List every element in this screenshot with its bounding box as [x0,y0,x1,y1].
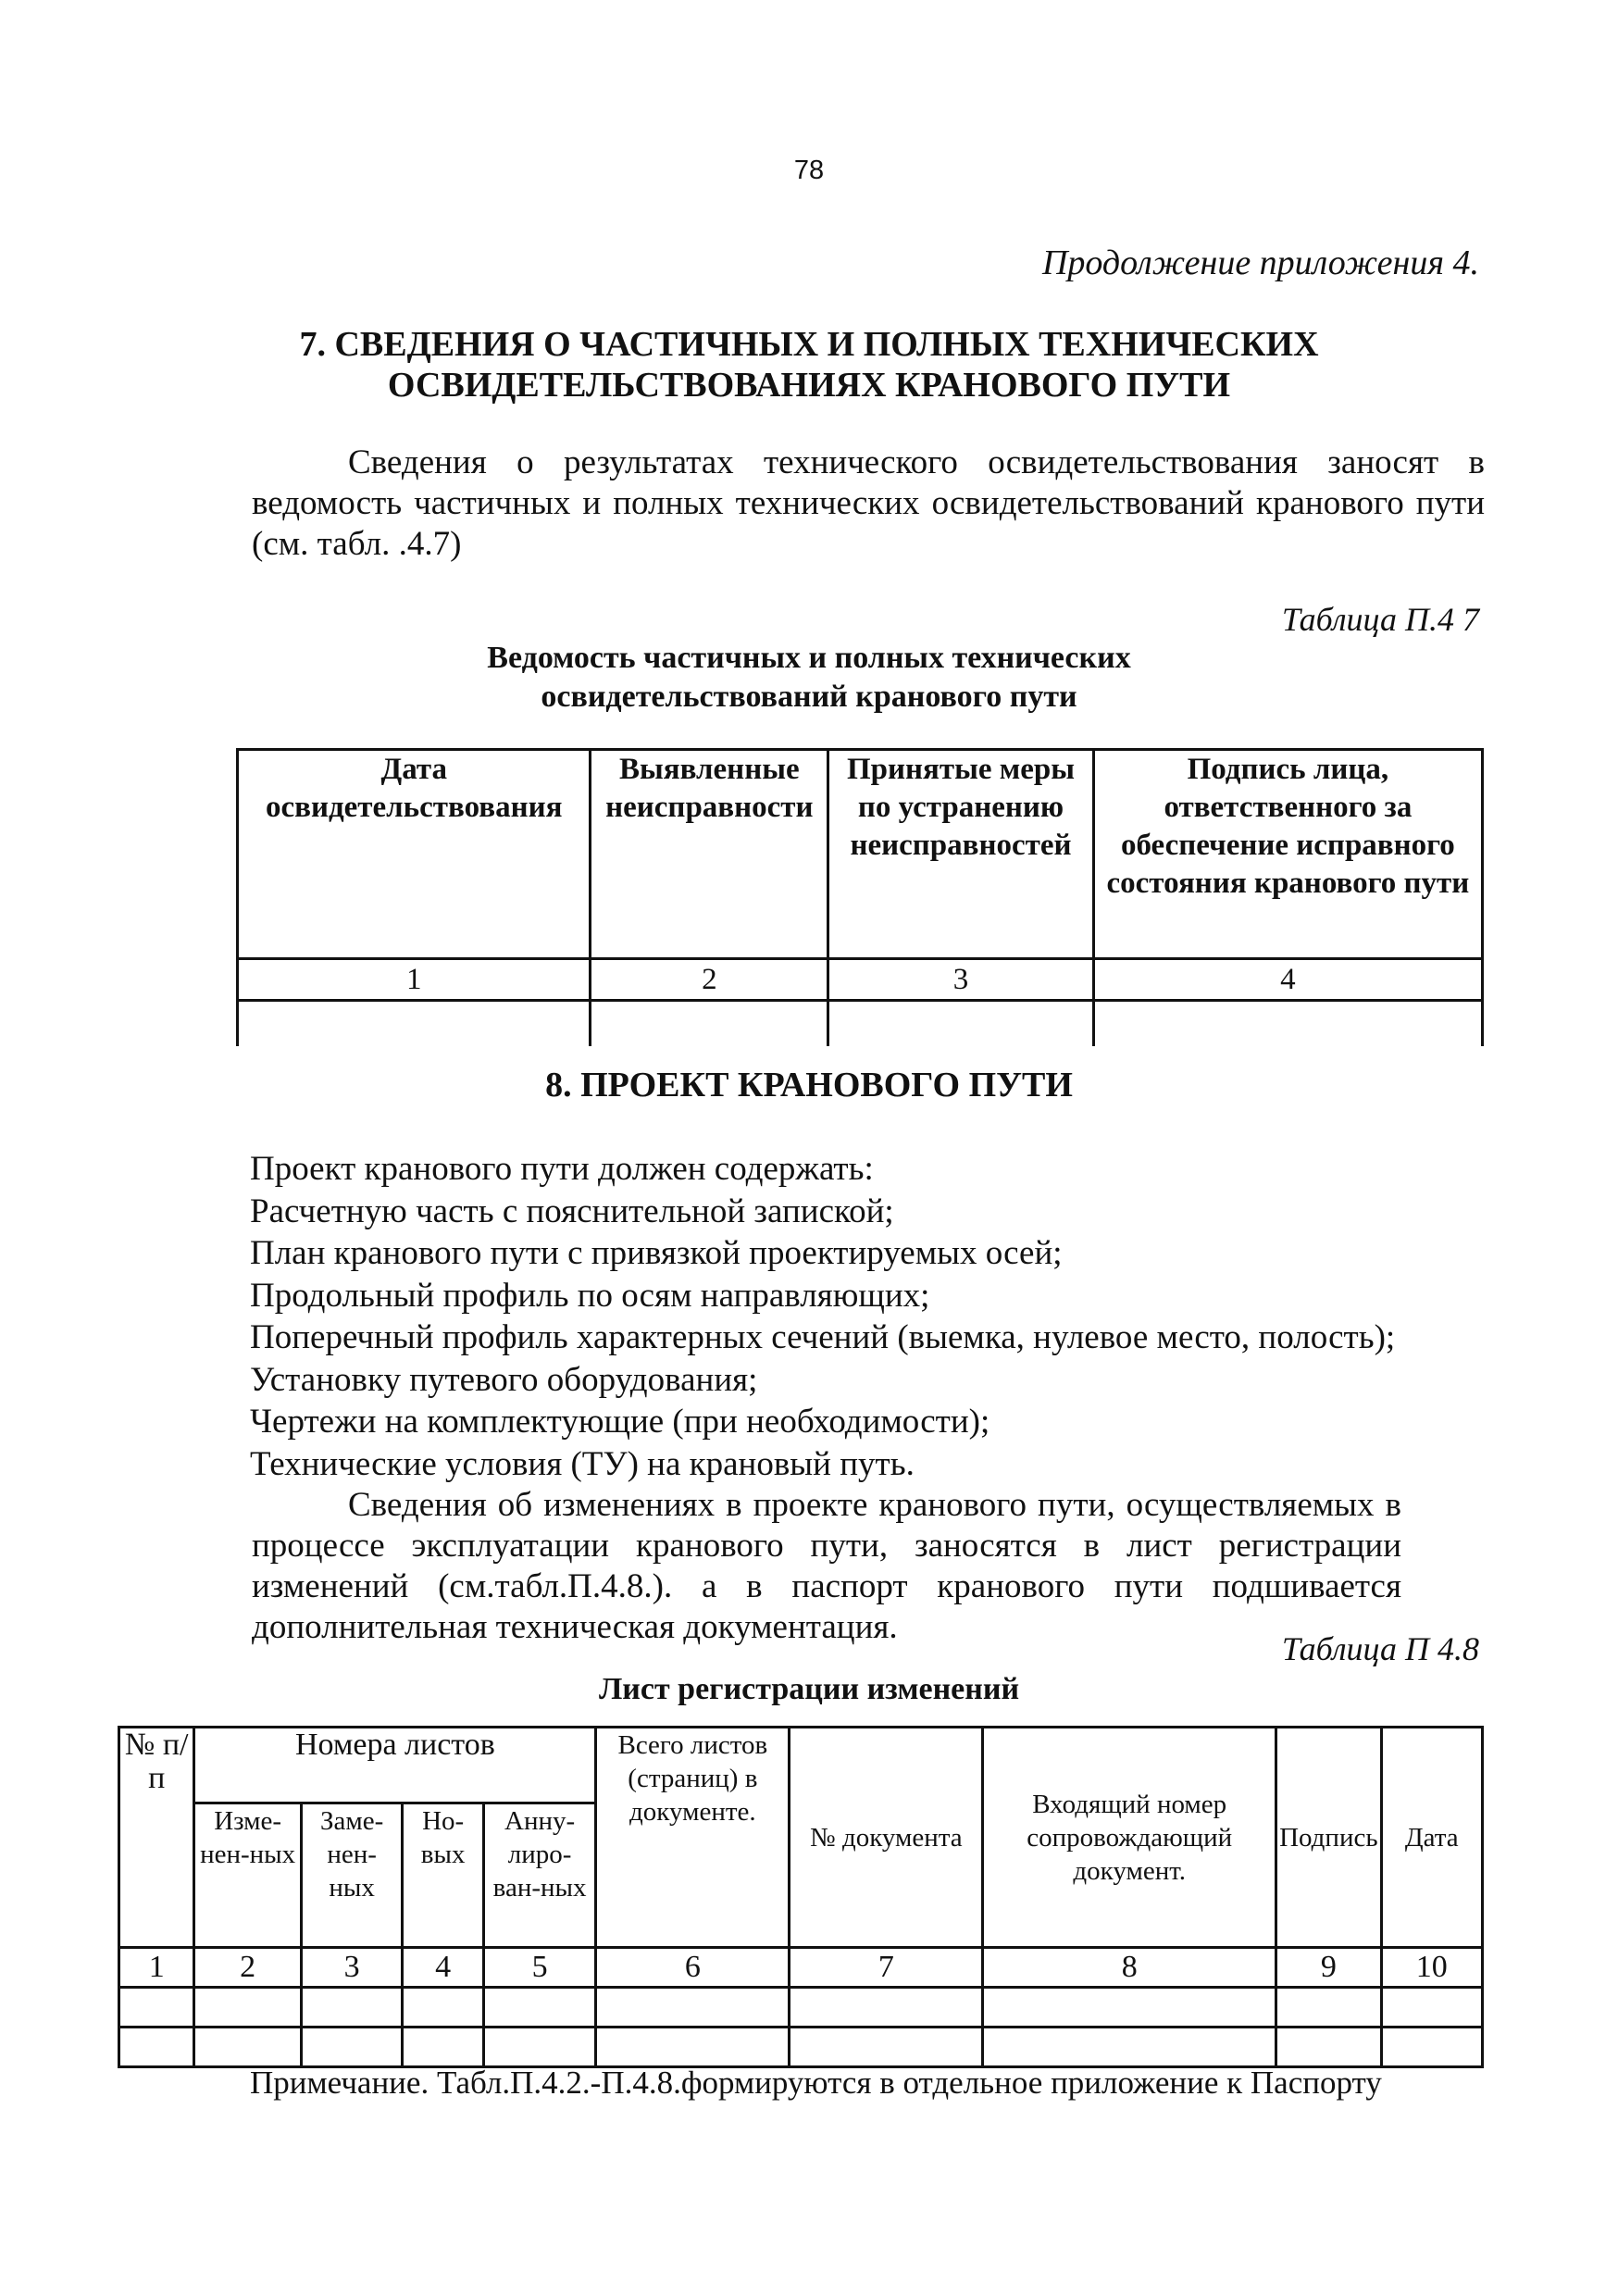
header-faults: Выявленные неисправности [591,750,828,959]
header-signature: Подпись лица, ответственного за обеспечение исправного состояния кранового пути [1093,750,1482,959]
header-document-number: № документа [790,1728,983,1948]
section7-title-line1: 7. СВЕДЕНИЯ О ЧАСТИЧНЫХ И ПОЛНЫХ ТЕХНИЧЕСКИХ [299,325,1319,364]
empty-cell [983,1988,1276,2028]
table8-label: Таблица П 4.8 [1281,1630,1479,1667]
empty-cell [403,2028,484,2067]
empty-cell [301,1988,403,2028]
empty-cell [596,1988,790,2028]
empty-cell [119,1988,194,2028]
empty-cell [1276,2028,1382,2067]
table8-title: Лист регистрации изменений [598,1672,1020,1706]
list-item: Расчетную часть с пояснительной запиской; [250,1192,894,1230]
empty-cell [483,1988,595,2028]
column-number: 5 [483,1948,595,1988]
section7-title-line2: ОСВИДЕТЕЛЬСТВОВАНИЯХ КРАНОВОГО ПУТИ [387,366,1231,405]
section7-paragraph [252,443,1485,565]
header-annulled: Анну-лиро-ван-ных [483,1803,595,1948]
header-replaced: Заме-нен-ных [301,1803,403,1948]
empty-cell [403,1988,484,2028]
empty-cell [483,2028,595,2067]
column-number: 8 [983,1948,1276,1988]
header-measures: Принятые меры по устранению неисправностей [828,750,1094,959]
header-inspection-date: Дата освидетельствования [238,750,591,959]
empty-cell [1381,1988,1482,2028]
list-item: Продольный профиль по осям направляющих; [250,1276,930,1315]
header-date: Дата [1381,1728,1482,1948]
column-number: 3 [828,959,1094,1001]
project-contents-list [250,1148,1395,1485]
table7-title-line2: освидетельствований кранового пути [541,680,1077,714]
header-new: Но-вых [403,1803,484,1948]
column-number: 6 [596,1948,790,1988]
header-total-sheets: Всего листов (страниц) в документе. [596,1728,790,1948]
header-changed: Изме-нен-ных [194,1803,301,1948]
empty-cell [828,1001,1094,1047]
section8-title: 8. ПРОЕКТ КРАНОВОГО ПУТИ [545,1066,1073,1104]
empty-cell [194,2028,301,2067]
section8-paragraph [252,1485,1401,1648]
column-number: 10 [1381,1948,1482,1988]
list-item: Чертежи на комплектующие (при необходимости); [250,1403,990,1441]
empty-cell [301,2028,403,2067]
empty-cell [1093,1001,1482,1047]
continuation-label: Продолжение приложения 4. [1041,243,1479,282]
column-number: 1 [119,1948,194,1988]
note: Примечание. Табл.П.4.2.-П.4.8.формируются в отдельное приложение к Паспорту [250,2065,1382,2101]
table7-title-line1: Ведомость частичных и полных технических [487,641,1131,675]
page-number: 78 [793,156,825,185]
list-item: Установку путевого оборудования; [250,1360,758,1399]
column-number: 1 [238,959,591,1001]
empty-cell [238,1001,591,1047]
change-registration-table [118,1726,1484,2068]
table7-label: Таблица П.4 7 [1281,601,1479,638]
empty-cell [1276,1988,1382,2028]
empty-cell [790,1988,983,2028]
column-number: 4 [403,1948,484,1988]
empty-cell [983,2028,1276,2067]
column-number: 4 [1093,959,1482,1001]
list-item: Проект кранового пути должен содержать: [250,1150,874,1188]
column-number: 9 [1276,1948,1382,1988]
empty-cell [1381,2028,1482,2067]
header-incoming-number: Входящий номер сопровождающий документ. [983,1728,1276,1948]
header-row-number: № п/п [119,1728,194,1948]
list-item: План кранового пути с привязкой проектируемых осей; [250,1234,1063,1272]
inspection-table [236,748,1484,1046]
column-number: 7 [790,1948,983,1988]
section8-paragraph-text: Сведения об изменениях в проекте кранового пути, осуществляемых в процессе эксплуатации кранового пути, заносятся в лист регистрации изменений (см.табл.П.4.8.). а в паспорт кранового пути подшивается дополнительная техническая документация. [252,1486,1401,1646]
header-sheet-numbers: Номера листов [194,1728,596,1803]
list-item: Поперечный профиль характерных сечений (выемка, нулевое место, полость); [250,1318,1396,1356]
header-signature: Подпись [1276,1728,1382,1948]
list-item: Технические условия (ТУ) на крановый путь. [250,1444,915,1483]
section7-paragraph-text: Сведения о результатах технического освидетельствования заносят в ведомость частичных и полных технических освидетельствований кранового пути (см. табл. .4.7) [252,443,1485,563]
column-number: 3 [301,1948,403,1988]
empty-cell [596,2028,790,2067]
empty-cell [119,2028,194,2067]
empty-cell [194,1988,301,2028]
column-number: 2 [591,959,828,1001]
column-number: 2 [194,1948,301,1988]
empty-cell [591,1001,828,1047]
empty-cell [790,2028,983,2067]
